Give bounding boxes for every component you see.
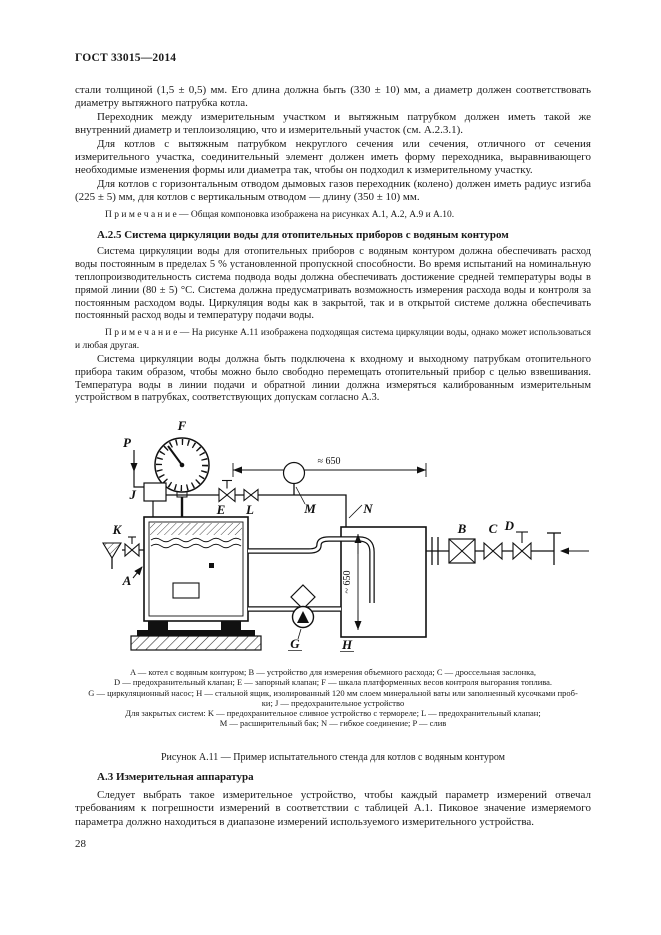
diagram-label-p: P [123,435,131,451]
figure-legend [75,667,591,728]
figure-a11-diagram [91,417,607,661]
safety-device [144,483,166,517]
expansion-tank [284,463,305,496]
figure-legend-line: A — котел с водяным контуром; B — устройство для измерения объемного расхода; C — дроссельная заслонка, [129,667,537,678]
leader-a [133,567,142,578]
figure-legend-line: D — предохранительный клапан; E — запорный клапан; F — шкала платформенных весов контроля выгорания топлива. [113,677,553,688]
throttle-valve [484,543,502,559]
pressure-gauge [155,438,209,519]
diagram-label-l: L [246,502,254,518]
figure-legend-line: M — расширительный бак; N — гибкое соединение; P — слив [219,718,447,729]
leader-n [349,505,362,518]
diagram-label-d: D [504,518,514,534]
paragraph-continuation: стали толщиной (1,5 ± 0,5) мм. Его длина должна быть (330 ± 10) мм, а диаметр должен соответствовать диаметру вытяжного патрубка котла. [75,84,591,110]
page-number: 28 [75,838,86,850]
note-a2: П р и м е ч а н и е — Общая компоновка изображена на рисунках А.1, А.2, А.9 и А.10. [105,209,455,220]
diagram-label-n: N [363,501,373,517]
diagram-label-h: H [341,637,353,653]
diagram-label-c: C [488,521,498,537]
diagram-label-j: J [129,487,136,503]
inlet-end [547,533,561,565]
flow-meter [449,539,475,563]
figure-legend-line: G — циркуляционный насос; H — стальной ящик, изолированный 120 мм слоем минеральной ваты или заполненный кусочками проб- [88,687,578,698]
doc-number: ГОСТ 33015—2014 [75,52,177,64]
figure-legend-line: Для закрытых систем: K — предохранительное сливное устройство с термореле; L — предохранительный клапан; [125,708,541,719]
diagram-label-k: K [112,522,122,538]
diagram-label-g: G [290,636,300,652]
platform-scale [131,621,261,650]
paragraph: Система циркуляции воды должна быть подключена к входному и выходному патрубкам отопительного прибора таким образом, чтобы можно было свободно перемещать отопительный прибор с целью взвешивания. Температура воды в линии подачи и обратной линии должна измеряться калиброванным измерительным устройством в патрубках, соответствующих допускам согласно А.3. [75,354,591,404]
heading-a25: А.2.5 Система циркуляции воды для отопительных приборов с водяным контуром [97,229,509,242]
note-a11: П р и м е ч а н и е — На рисунке А.11 изображена подходящая система циркуляции воды, однако может использоваться и любая другая. [75,328,591,351]
figure-caption: Рисунок А.11 — Пример испытательного стенда для котлов с водяным контуром [160,752,506,764]
document-body [75,84,591,829]
paragraph: Система циркуляции воды для отопительных приборов с водяным контуром должна обеспечивать расход воды постоянным в пределах 5 % установленной пропускной способности. Во время испытаний на номинальную теплопроизводительность система подвода воды должна обеспечивать достижение средней температуры воды в прямой линии (80 ± 5) °С. Система должна предусматривать возможность измерения расхода воды и контроля за постоянным расходом воды. Циркуляция воды как в закрытой, так и в открытой системе должна обеспечивать постоянный расход воды и температуру подачи воды. [75,246,591,322]
figure-a11 [75,417,591,763]
diagram-label-e: E [216,502,226,518]
drain-valve-k [122,537,144,556]
dimension-top-label: ≈ 650 [317,456,341,468]
paragraph: Переходник между измерительным участком и вытяжным патрубком должен иметь такой же внутренний диаметр и теплоизоляцию, что и измерительный участок (см. А.2.3.1). [75,110,591,137]
safety-valve-d [513,532,531,559]
drain-line [134,450,144,487]
diagram-label-a: A [122,573,132,589]
valve-l [244,490,258,501]
paragraph: Для котлов с горизонтальным отводом дымовых газов переходник (колено) должен иметь радиус изгиба (225 ± 5) мм, для котлов с вертикальным отводом — длину (350 ± 10) мм. [75,177,591,204]
diagram-label-m: M [304,501,316,517]
drain-funnel [103,543,121,569]
heading-a3: А.3 Измерительная аппаратура [97,771,254,784]
figure-legend-line: ки; J — предохранительное устройство [261,697,405,708]
diagram-label-f: F [177,418,187,434]
steel-box [341,527,426,637]
dimension-side-label: ~ 650 [342,570,353,594]
valve-e [219,481,235,502]
boiler [144,517,248,621]
diagram-label-b: B [457,521,467,537]
paragraph: Следует выбрать такое измерительное устройство, чтобы каждый параметр измерений отвечал требованиям к погрешности измерений в соответствии с таблицей А.1. Пиковое значение измеряемого параметра должно находиться в диапазоне измерений используемого измерительного устройства. [75,788,591,828]
paragraph: Для котлов с вытяжным патрубком некруглого сечения или сечения, отличного от сечения измерительного участка, соединительный элемент должен иметь форму переходника, выравнивающего необходимые изменения формы или диаметра так, чтобы он подходил к измерительному участку. [75,137,591,177]
